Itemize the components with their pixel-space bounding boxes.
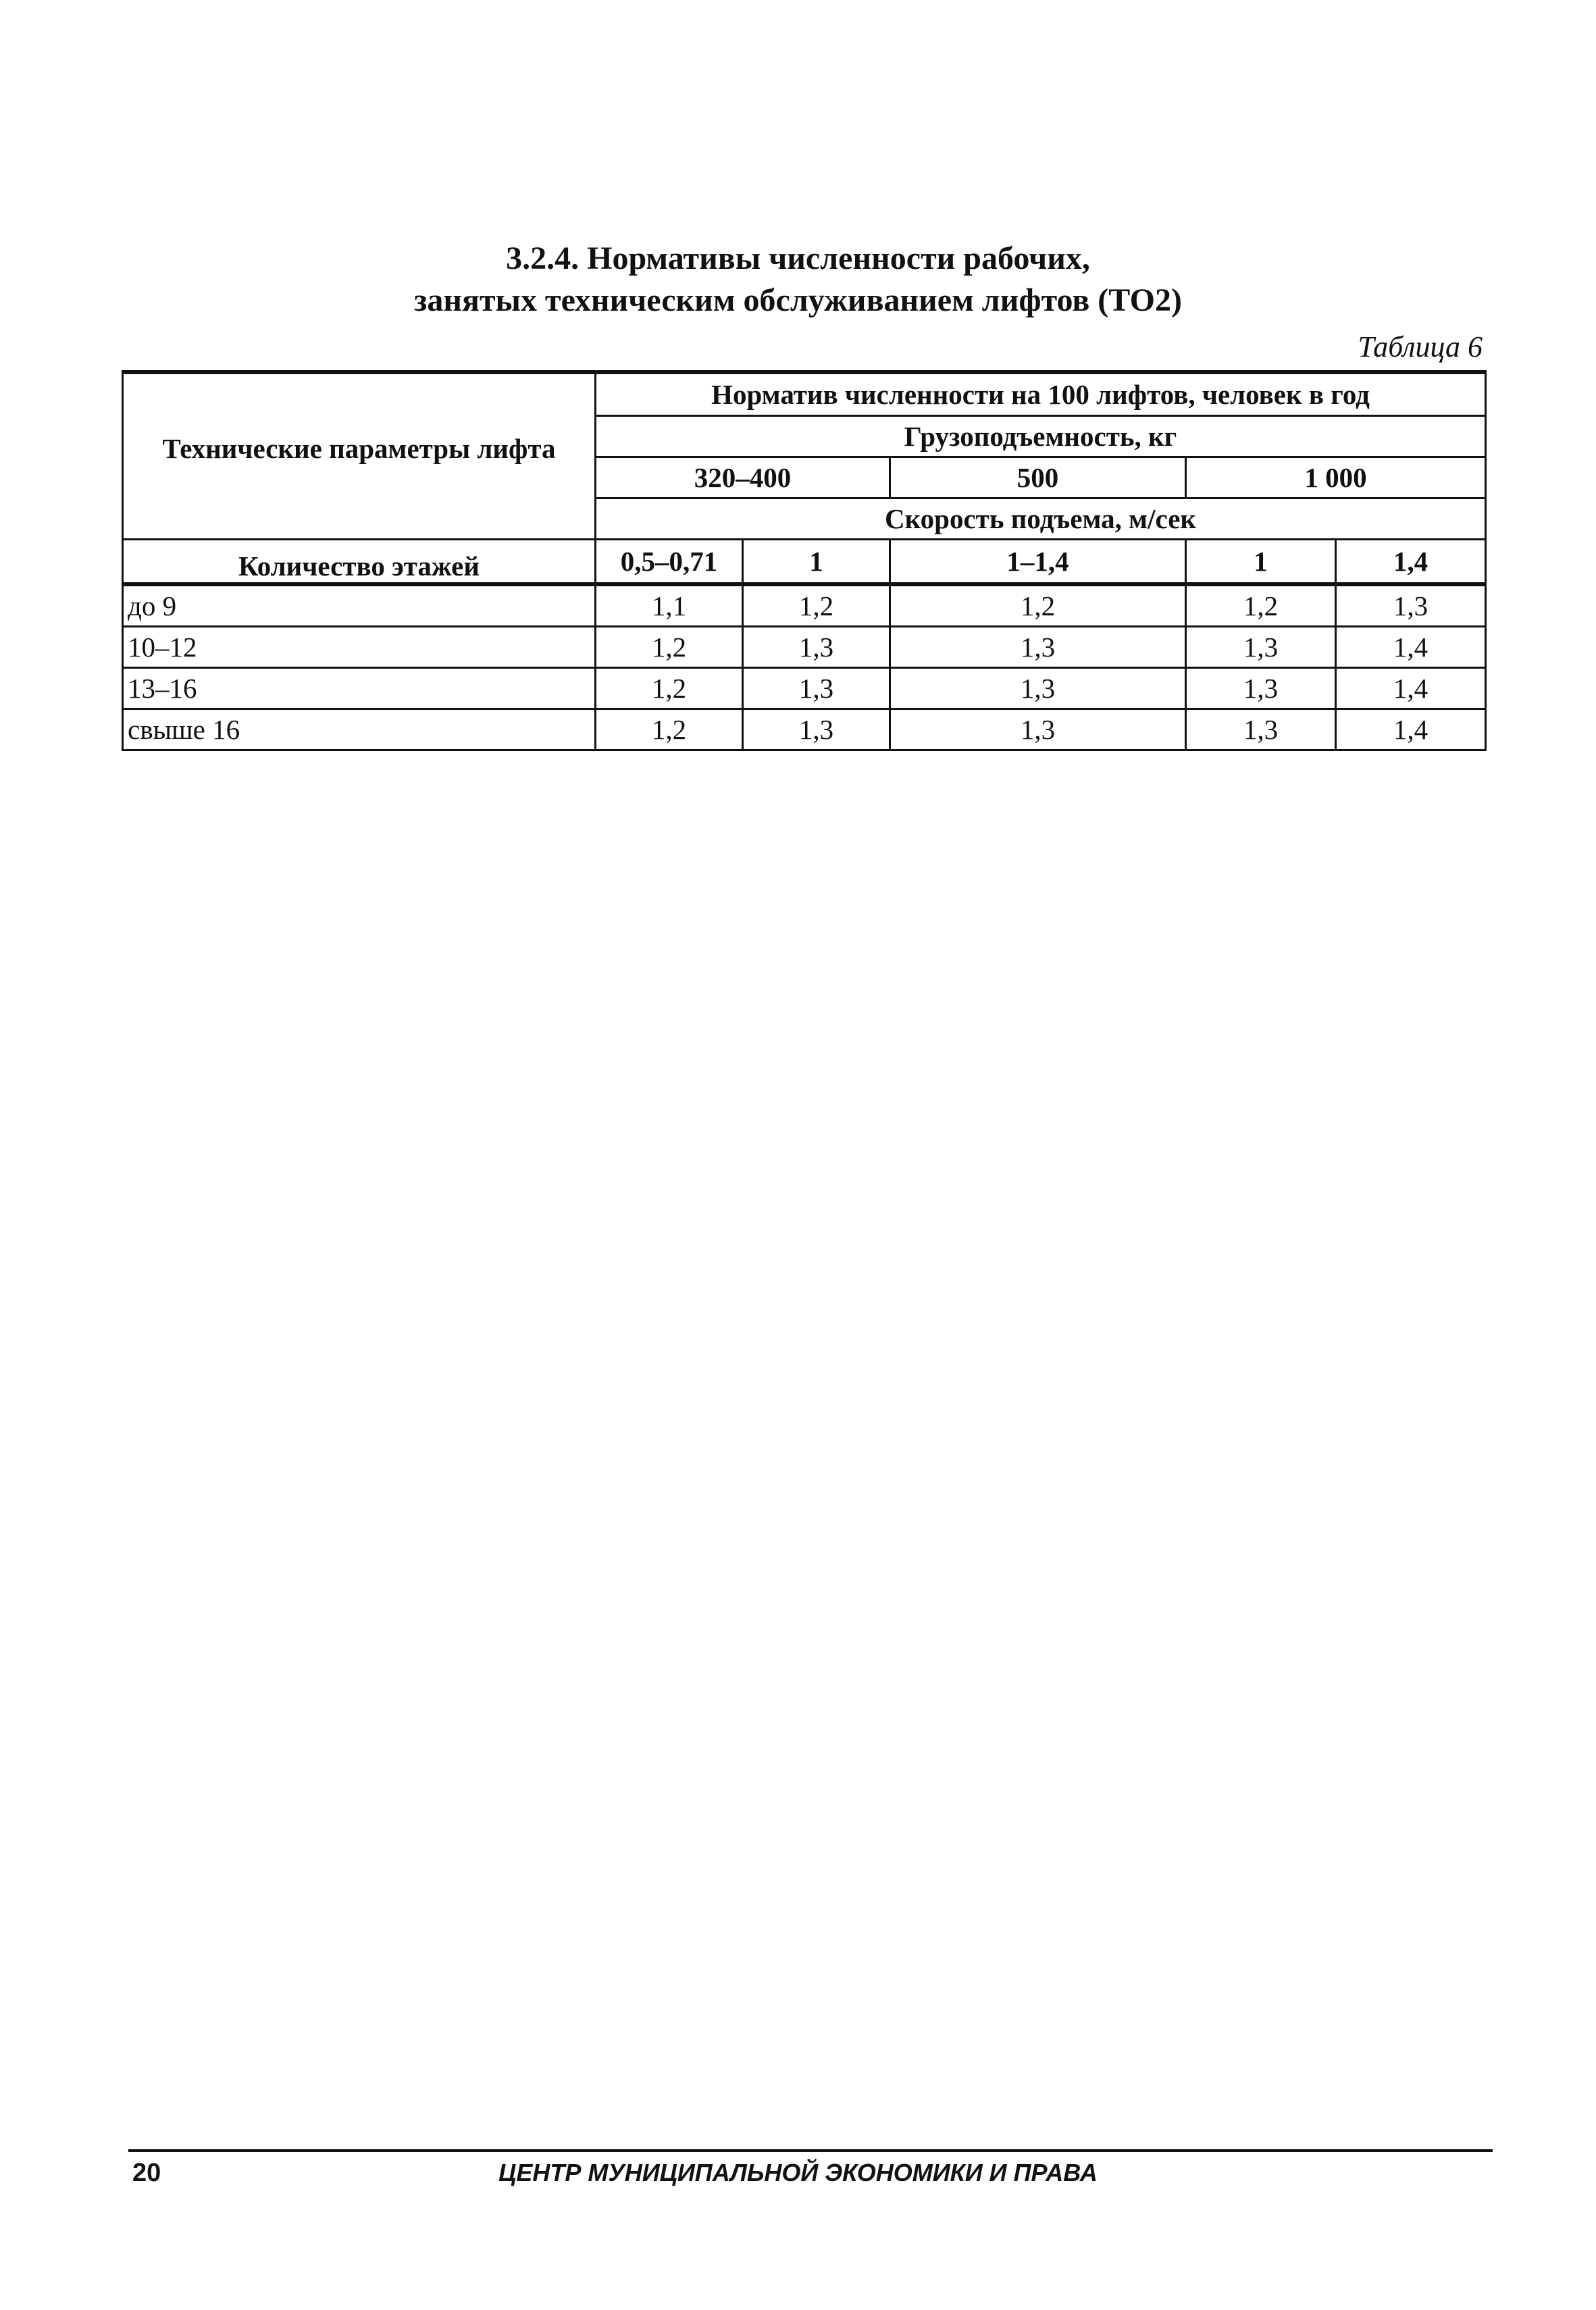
table-cell: 1,3 [1186, 627, 1336, 668]
row-floors-label: 10–12 [123, 627, 596, 668]
publisher-name: ЦЕНТР МУНИЦИПАЛЬНОЙ ЭКОНОМИКИ И ПРАВА [498, 2159, 1098, 2186]
speed-col-1: 0,5–0,71 [596, 540, 743, 585]
table-cell: 1,3 [1186, 709, 1336, 750]
table-row [123, 627, 1486, 668]
row-floors-label: до 9 [123, 584, 596, 627]
params-header: Технические параметры лифта [123, 372, 596, 540]
table-cell: 1,1 [596, 584, 743, 627]
speed-header: Скорость подъема, м/сек [596, 498, 1486, 540]
norms-table [122, 370, 1487, 751]
table-cell: 1,3 [1336, 584, 1486, 627]
row-floors-label: 13–16 [123, 668, 596, 709]
page-title [0, 238, 1596, 322]
capacity-320-400: 320–400 [596, 457, 890, 498]
table-cell: 1,3 [1186, 668, 1336, 709]
table-cell: 1,2 [596, 668, 743, 709]
row-floors-label: свыше 16 [123, 709, 596, 750]
table-cell: 1,2 [1186, 584, 1336, 627]
table-cell: 1,3 [743, 627, 890, 668]
table-row [123, 584, 1486, 627]
table-cell: 1,2 [596, 627, 743, 668]
page-number: 20 [132, 2159, 161, 2187]
table-cell: 1,4 [1336, 709, 1486, 750]
capacity-500: 500 [890, 457, 1186, 498]
table-cell: 1,4 [1336, 668, 1486, 709]
table-cell: 1,3 [890, 627, 1186, 668]
table-cell: 1,2 [743, 584, 890, 627]
table-cell: 1,2 [890, 584, 1186, 627]
floors-header: Количество этажей [123, 540, 596, 585]
speed-col-3: 1–1,4 [890, 540, 1186, 585]
table-row [123, 709, 1486, 750]
table-cell: 1,3 [743, 668, 890, 709]
capacity-header: Грузоподъемность, кг [596, 416, 1486, 457]
capacity-1000: 1 000 [1186, 457, 1486, 498]
page-title-line-2: занятых техническим обслуживанием лифтов (ТО2) [414, 282, 1182, 318]
table-cell: 1,4 [1336, 627, 1486, 668]
footer-divider [128, 2149, 1493, 2152]
table-cell: 1,2 [596, 709, 743, 750]
table-caption: Таблица 6 [1358, 330, 1483, 363]
page-title-line-1: 3.2.4. Нормативы численности рабочих, [506, 240, 1090, 276]
speed-col-2: 1 [743, 540, 890, 585]
table-row [123, 668, 1486, 709]
speed-col-5: 1,4 [1336, 540, 1486, 585]
table-cell: 1,3 [743, 709, 890, 750]
speed-col-4: 1 [1186, 540, 1336, 585]
table-cell: 1,3 [890, 668, 1186, 709]
table-cell: 1,3 [890, 709, 1186, 750]
norm-header: Норматив численности на 100 лифтов, человек в год [596, 372, 1486, 416]
